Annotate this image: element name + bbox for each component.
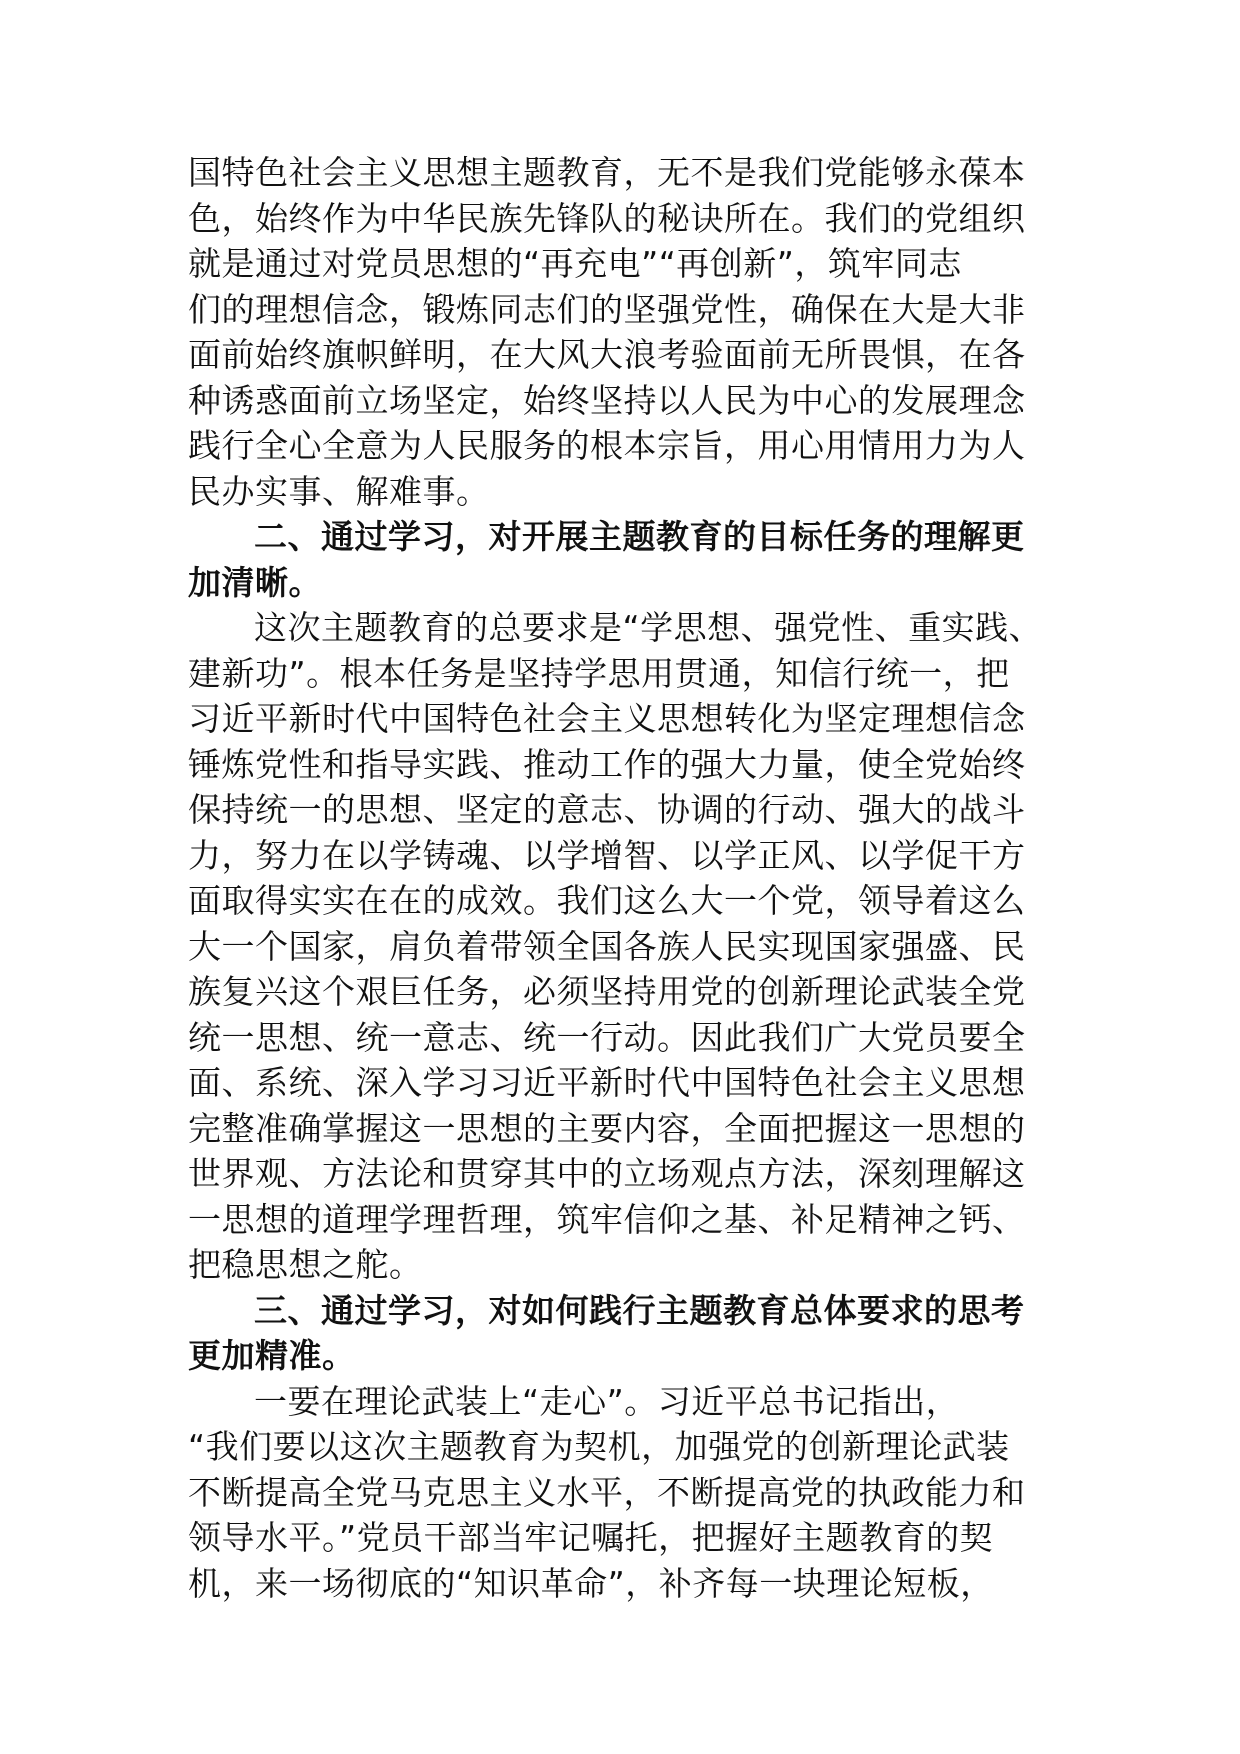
section-heading: 三、通过学习，对如何践行主题教育总体要求的思考	[254, 1290, 1025, 1330]
paragraph-line: 保持统一的思想、坚定的意志、协调的行动、强大的战斗	[188, 790, 1026, 829]
paragraph-line: 面前始终旗帜鲜明，在大风大浪考验面前无所畏惧，在各	[188, 335, 1026, 374]
paragraph-line: 就是通过对党员思想的“再充电”“再创新”，筑牢同志	[188, 244, 962, 283]
paragraph-line: 机，来一场彻底的“知识革命”，补齐每一块理论短板，	[188, 1563, 994, 1603]
paragraph-line: 面取得实实在在的成效。我们这么大一个党，领导着这么	[188, 881, 1026, 920]
paragraph-line: “我们要以这次主题教育为契机，加强党的创新理论武装	[188, 1427, 1010, 1466]
section-heading: 二、通过学习，对开展主题教育的目标任务的理解更	[254, 517, 1025, 556]
paragraph-line: 这次主题教育的总要求是“学思想、强党性、重实践、	[254, 608, 1043, 647]
paragraph-line: 大一个国家，肩负着带领全国各族人民实现国家强盛、民	[188, 926, 1026, 966]
paragraph-line: 民办实事、解难事。	[188, 471, 490, 511]
paragraph-line: 面、系统、深入学习习近平新时代中国特色社会主义思想	[188, 1063, 1026, 1102]
paragraph-line: 族复兴这个艰巨任务，必须坚持用党的创新理论武装全党	[188, 972, 1026, 1011]
paragraph-line: 一要在理论武装上“走心”。习近平总书记指出，	[254, 1381, 960, 1421]
section-heading: 加清晰。	[188, 562, 322, 602]
paragraph-line: 不断提高全党马克思主义水平，不断提高党的执政能力和	[188, 1472, 1026, 1512]
document-body	[188, 150, 1068, 1606]
paragraph-line: 国特色社会主义思想主题教育，无不是我们党能够永葆本	[188, 153, 1026, 192]
paragraph-line: 色，始终作为中华民族先锋队的秘诀所在。我们的党组织	[188, 198, 1026, 238]
paragraph-line: 一思想的道理学理哲理，筑牢信仰之基、补足精神之钙、	[188, 1199, 1026, 1239]
paragraph-line: 建新功”。根本任务是坚持学思用贯通，知信行统一，把	[188, 653, 1010, 693]
paragraph-line: 践行全心全意为人民服务的根本宗旨，用心用情用力为人	[188, 426, 1026, 465]
paragraph-line: 把稳思想之舵。	[188, 1245, 423, 1284]
paragraph-line: 领导水平。”党员干部当牢记嘱托，把握好主题教育的契	[188, 1518, 994, 1557]
paragraph-line: 锤炼党性和指导实践、推动工作的强大力量，使全党始终	[188, 744, 1026, 784]
paragraph-line: 统一思想、统一意志、统一行动。因此我们广大党员要全	[188, 1017, 1026, 1057]
paragraph-line: 种诱惑面前立场坚定，始终坚持以人民为中心的发展理念	[188, 380, 1026, 420]
paragraph-line: 完整准确掌握这一思想的主要内容，全面把握这一思想的	[188, 1108, 1026, 1148]
paragraph-line: 习近平新时代中国特色社会主义思想转化为坚定理想信念	[188, 699, 1026, 738]
section-heading: 更加精准。	[188, 1336, 356, 1375]
paragraph-line: 们的理想信念，锻炼同志们的坚强党性，确保在大是大非	[188, 289, 1026, 329]
paragraph-line: 力，努力在以学铸魂、以学增智、以学正风、以学促干方	[188, 835, 1026, 875]
paragraph-line: 世界观、方法论和贯穿其中的立场观点方法，深刻理解这	[188, 1154, 1026, 1193]
